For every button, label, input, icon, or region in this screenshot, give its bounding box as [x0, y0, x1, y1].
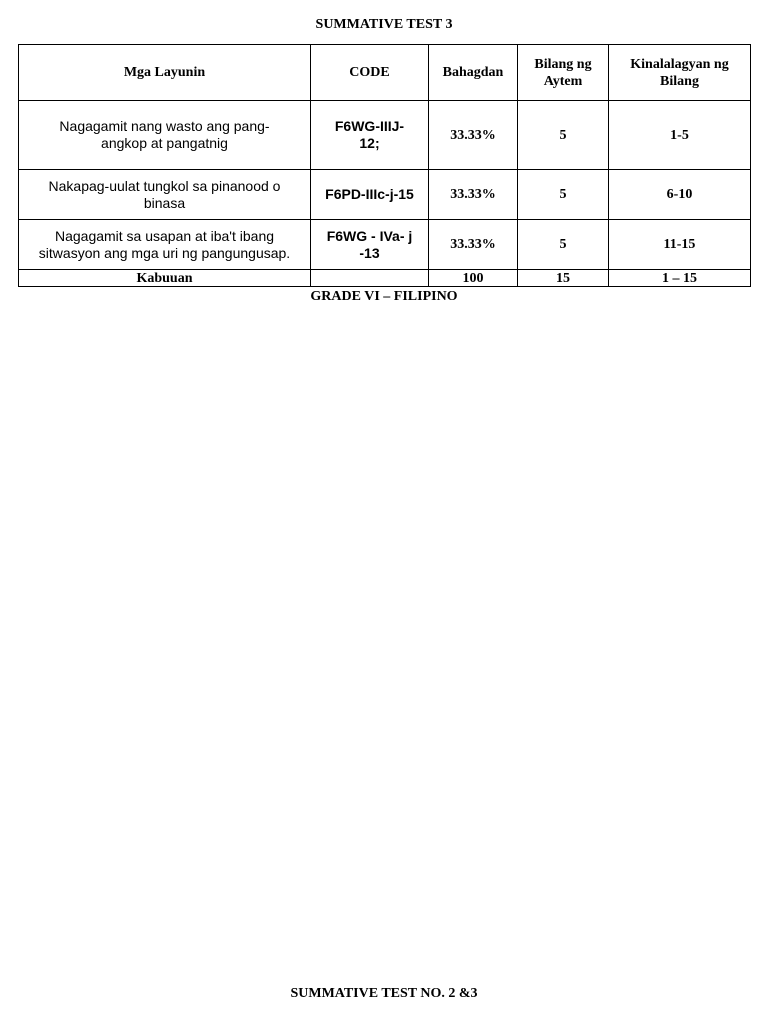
- table-header-row: [19, 45, 751, 101]
- percentage-cell: 33.33%: [429, 220, 518, 270]
- document-title: SUMMATIVE TEST 3: [315, 17, 453, 32]
- header-code: CODE: [311, 45, 429, 101]
- code-cell: F6WG-IIIJ-12;: [311, 101, 429, 170]
- header-percentage: Bahagdan: [429, 45, 518, 101]
- percentage-cell: 33.33%: [429, 101, 518, 170]
- header-objectives: Mga Layunin: [19, 45, 311, 101]
- table-row: [19, 170, 751, 220]
- placement-cell: 1-5: [609, 101, 751, 170]
- header-item-placement: Kinalalagyan ng Bilang: [609, 45, 751, 101]
- items-cell: 5: [518, 220, 609, 270]
- table-of-specifications: [18, 44, 751, 287]
- placement-cell: 11-15: [609, 220, 751, 270]
- code-cell: F6WG - IVa- j -13: [311, 220, 429, 270]
- code-cell: F6PD-IIIc-j-15: [311, 170, 429, 220]
- total-placement: 1 – 15: [609, 270, 751, 287]
- footer-heading: SUMMATIVE TEST NO. 2 &3: [290, 986, 478, 1001]
- total-percentage: 100: [429, 270, 518, 287]
- total-code: [311, 270, 429, 287]
- objective-cell: Nagagamit sa usapan at iba't ibang sitwasyon ang mga uri ng pangungusap.: [19, 220, 311, 270]
- table-row: [19, 101, 751, 170]
- items-cell: 5: [518, 170, 609, 220]
- objective-cell: Nagagamit nang wasto ang pang-angkop at pangatnig: [19, 101, 311, 170]
- total-label: Kabuuan: [19, 270, 311, 287]
- placement-cell: 6-10: [609, 170, 751, 220]
- total-items: 15: [518, 270, 609, 287]
- header-items-count: Bilang ng Aytem: [518, 45, 609, 101]
- grade-subject-heading: GRADE VI – FILIPINO: [310, 289, 458, 304]
- items-cell: 5: [518, 101, 609, 170]
- total-row: [19, 270, 751, 287]
- table-row: [19, 220, 751, 270]
- objective-cell: Nakapag-uulat tungkol sa pinanood o binasa: [19, 170, 311, 220]
- percentage-cell: 33.33%: [429, 170, 518, 220]
